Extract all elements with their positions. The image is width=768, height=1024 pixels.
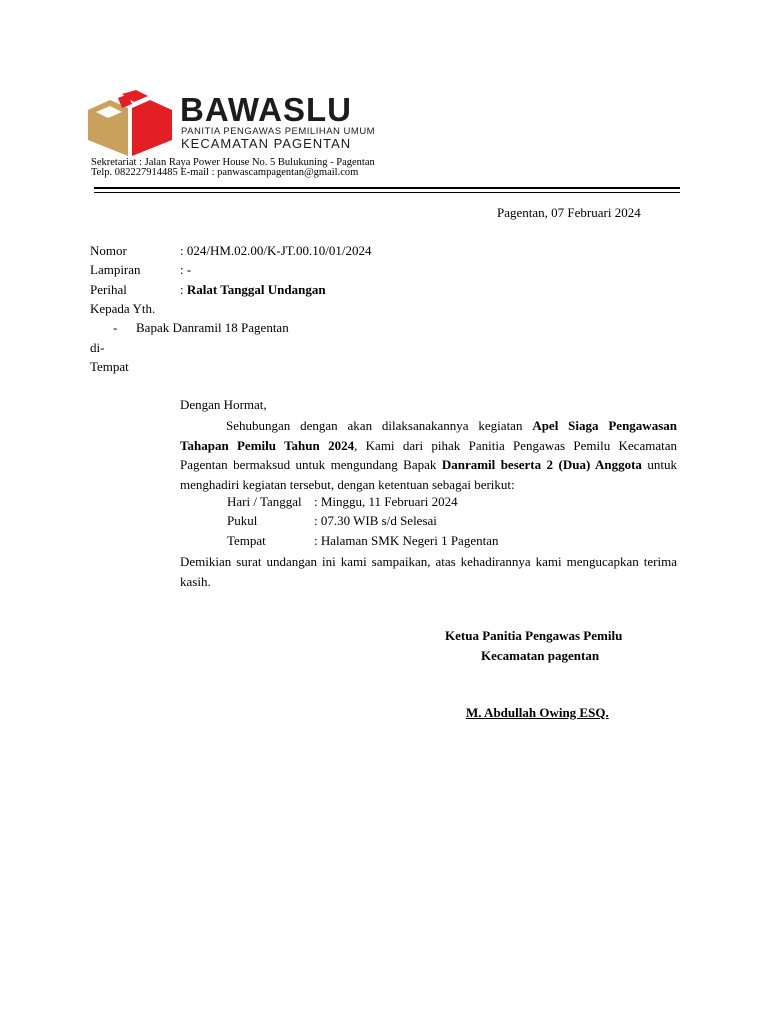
- body-text-3: untuk menghadiri kegiatan tersebut, dengan ketentuan sebagai berikut:: [180, 457, 677, 492]
- meta-label-lampiran: Lampiran: [90, 262, 141, 277]
- meta-label-nomor: Nomor: [90, 243, 127, 258]
- detail-value-date: : Minggu, 11 Februari 2024: [314, 494, 458, 509]
- body-event-name: Apel Siaga Pengawasan Tahapan Pemilu Tahun 2024: [180, 418, 677, 453]
- perihal-prefix: :: [180, 282, 187, 297]
- meta-value-lampiran: : -: [180, 262, 192, 277]
- detail-label-date: Hari / Tanggal: [227, 494, 302, 509]
- greeting: Dengan Hormat,: [180, 397, 267, 412]
- bawaslu-logo-icon: [88, 90, 172, 156]
- detail-value-place: : Halaman SMK Negeri 1 Pagentan: [314, 533, 499, 548]
- header-rule-thin: [94, 192, 680, 193]
- body-text-2: , Kami dari pihak Panitia Pengawas Pemilu Kecamatan Pagentan bermaksud untuk mengundang Bapak: [180, 437, 677, 472]
- signature-title-1: Ketua Panitia Pengawas Pemilu: [445, 628, 623, 643]
- letter-date: Pagentan, 07 Februari 2024: [497, 205, 641, 220]
- org-name: BAWASLU: [180, 91, 352, 128]
- org-unit: KECAMATAN PAGENTAN: [181, 136, 352, 151]
- signature-name: M. Abdullah Owing ESQ.: [466, 705, 609, 720]
- signature-title-2: Kecamatan pagentan: [481, 648, 600, 663]
- contact-line: Telp. 082227914485 E-mail : panwascampagentan@gmail.com: [91, 167, 359, 178]
- header-rule-thick: [94, 187, 680, 189]
- meta-label-perihal: Perihal: [90, 282, 127, 297]
- body-invitee: Danramil beserta 2 (Dua) Anggota: [441, 457, 642, 472]
- perihal-subject: Ralat Tanggal Undangan: [186, 282, 326, 297]
- detail-label-place: Tempat: [227, 533, 266, 548]
- meta-value-perihal: [180, 282, 326, 298]
- body-paragraph: [180, 416, 677, 494]
- body-text-1: Sehubungan dengan akan dilaksanakannya kegiatan: [226, 418, 533, 433]
- addressee-place: Tempat: [90, 359, 129, 374]
- address-line: Sekretariat : Jalan Raya Power House No. 5 Bulukuning - Pagentan: [91, 157, 375, 168]
- detail-value-time: : 07.30 WIB s/d Selesai: [314, 513, 437, 528]
- addressee-di: di-: [90, 340, 105, 355]
- org-subtitle: PANITIA PENGAWAS PEMILIHAN UMUM: [181, 126, 376, 137]
- meta-value-nomor: : 024/HM.02.00/K-JT.00.10/01/2024: [180, 243, 372, 258]
- addressee-to: Kepada Yth.: [90, 301, 156, 316]
- closing-paragraph: Demikian surat undangan ini kami sampaikan, atas kehadirannya kami mengucapkan terima kasih.: [180, 554, 677, 589]
- addressee-recipient: Bapak Danramil 18 Pagentan: [136, 320, 289, 335]
- detail-label-time: Pukul: [227, 513, 258, 528]
- addressee-dash: -: [113, 320, 118, 335]
